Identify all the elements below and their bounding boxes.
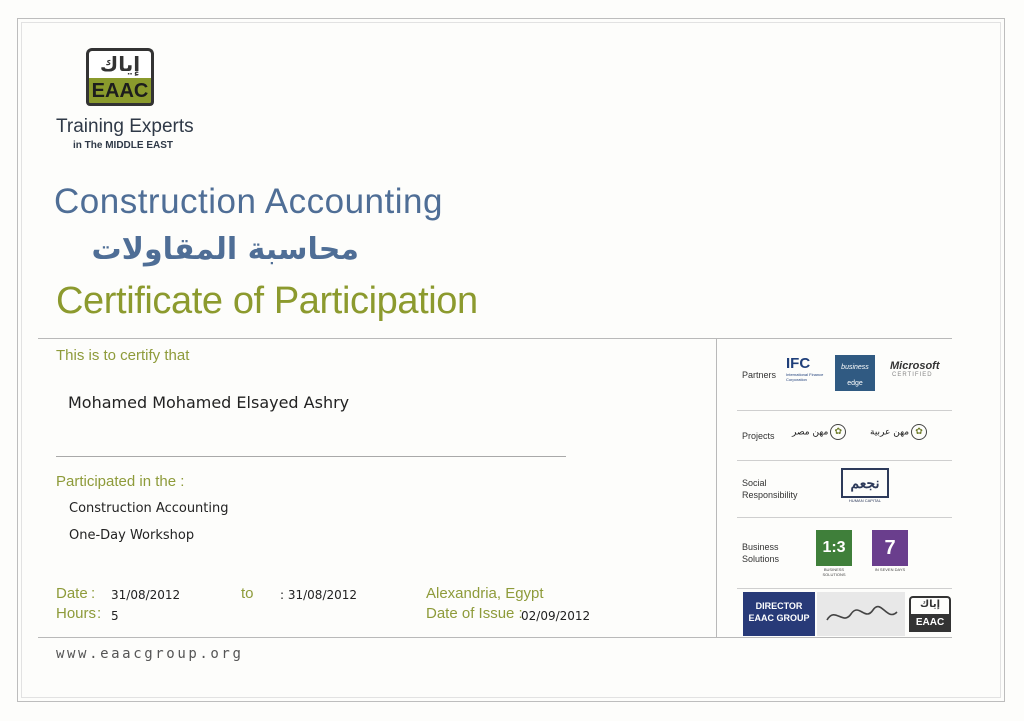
hours-label: Hours <box>56 605 97 622</box>
participated-label: Participated in the : <box>56 473 185 490</box>
side-divider-2 <box>737 460 952 461</box>
seven-skills-sub: IN SEVEN DAYS <box>874 567 906 572</box>
project-2-text: مهن عربية <box>870 427 910 438</box>
logo-arabic-text: إياك <box>86 48 154 78</box>
business-solutions-label: Business Solutions <box>742 542 780 564</box>
leaf-icon: ✿ <box>911 424 927 440</box>
microsoft-sub: CERTIFIED <box>892 372 933 378</box>
human-capital-text: HUMAN CAPITAL <box>848 498 882 503</box>
recipient-name: Mohamed Mohamed Elsayed Ashry <box>68 393 350 412</box>
divider-top <box>38 338 952 339</box>
side-divider-3 <box>737 517 952 518</box>
divider-vertical <box>716 339 717 637</box>
hours-separator: : <box>97 605 102 622</box>
projects-label: Projects <box>742 431 775 441</box>
website-link[interactable]: www.eaacgroup.org <box>56 646 244 662</box>
partners-label: Partners <box>742 370 777 380</box>
divider-bottom <box>38 637 952 638</box>
course-title-english: Construction Accounting <box>54 182 443 221</box>
project-1-text: مهن مصر <box>792 427 829 438</box>
one-three-days-sub: BUSINESS SOLUTIONS <box>822 567 846 577</box>
signature-scribble <box>817 592 905 636</box>
certify-label: This is to certify that <box>56 347 190 364</box>
certificate-title: Certificate of Participation <box>56 280 478 322</box>
program-name: Construction Accounting <box>69 501 229 516</box>
project-mihan-misr <box>792 424 846 440</box>
business-edge-logo <box>835 355 875 391</box>
date-to: : 31/08/2012 <box>280 588 358 602</box>
date-separator: : <box>91 585 96 602</box>
tagline-sub: in The MIDDLE EAST <box>73 140 173 151</box>
ifc-name: IFC <box>786 355 811 372</box>
leaf-icon: ✿ <box>830 424 846 440</box>
ifc-sub: International Finance Corporation <box>786 372 824 382</box>
eaac-logo <box>86 48 154 108</box>
human-capital-logo <box>841 468 889 508</box>
social-responsibility-label: Social Responsibility <box>742 478 798 500</box>
hours-value: 5 <box>111 609 119 623</box>
issue-date-label: Date of Issue : <box>426 605 523 622</box>
side-divider-1 <box>737 410 952 411</box>
program-format: One-Day Workshop <box>69 528 195 543</box>
tagline: Training Experts <box>56 116 194 137</box>
ifc-logo <box>786 355 834 391</box>
small-logo-english: EAAC <box>909 614 951 632</box>
place: Alexandria, Egypt <box>426 585 544 602</box>
seven-skills-logo: 7 <box>872 530 908 566</box>
business-edge-bottom: edge <box>847 380 863 387</box>
course-title-arabic: محاسبة المقاولات <box>91 232 359 267</box>
project-mihan-arabia <box>870 424 927 440</box>
microsoft-logo: Microsoft <box>890 360 940 372</box>
side-divider-4 <box>737 588 952 589</box>
issue-date: 02/09/2012 <box>521 609 591 623</box>
one-three-days-logo: 1:3 <box>816 530 852 566</box>
director-badge: DIRECTOR EAAC GROUP <box>743 592 815 636</box>
logo-english-text: EAAC <box>86 78 154 106</box>
name-underline <box>56 456 566 457</box>
date-label: Date <box>56 585 88 602</box>
to-label: to <box>241 585 254 602</box>
director-signature <box>817 592 905 636</box>
small-logo-arabic: إياك <box>909 596 951 614</box>
human-capital-mark: نجعم <box>841 468 889 498</box>
eaac-small-logo <box>909 596 951 634</box>
date-from: 31/08/2012 <box>111 588 181 602</box>
business-edge-top: business <box>841 364 869 371</box>
